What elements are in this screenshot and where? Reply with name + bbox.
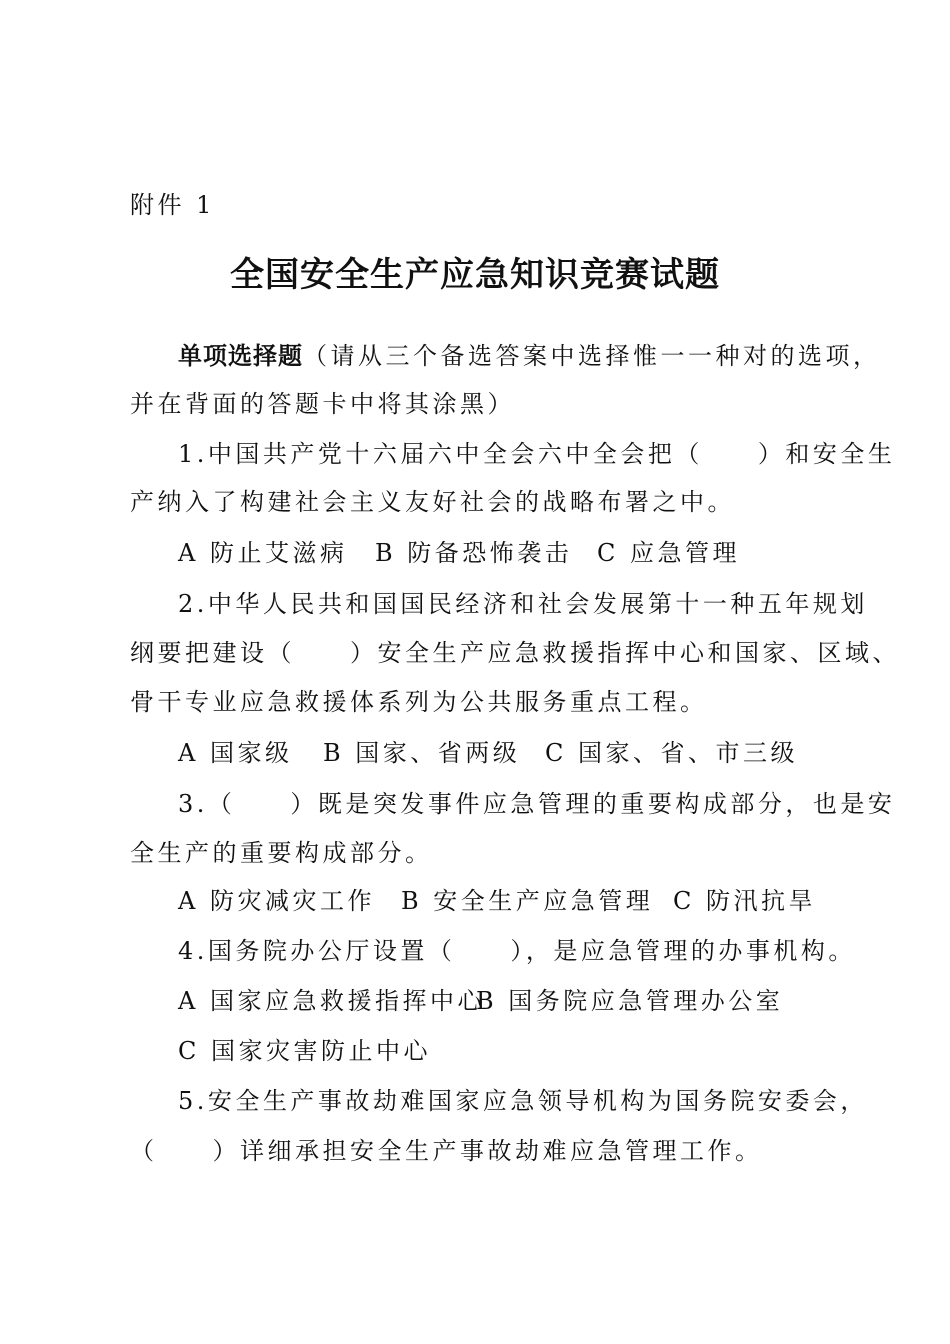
question-5-line-2: （ ）详细承担安全生产事故劫难应急管理工作。 [130,1137,763,1165]
question-2-line-2: 纲要把建设（ ）安全生产应急救援指挥中心和国家、区域、 [130,639,900,667]
section-instruction-line1 [178,344,881,368]
question-3-option-a: A 防灾减灾工作 [178,887,375,915]
section-instruction-line2: 并在背面的答题卡中将其涂黑） [130,390,515,418]
question-4-option-b: B 国务院应急管理办公室 [476,987,784,1015]
question-2-line-1: 2.中华人民共和国国民经济和社会发展第十一种五年规划 [178,590,868,618]
section-heading: 单项选择题 [178,342,303,370]
question-3-line-2: 全生产的重要构成部分。 [130,839,433,867]
question-5-line-1: 5.安全生产事故劫难国家应急领导机构为国务院安委会， [178,1087,868,1115]
question-2-line-3: 骨干专业应急救援体系列为公共服务重点工程。 [130,688,708,716]
question-1-option-c: C 应急管理 [597,539,740,567]
question-3-line-1: 3.（ ）既是突发事件应急管理的重要构成部分，也是安 [178,790,896,818]
question-4-option-c: C 国家灾害防止中心 [178,1037,431,1065]
section-instruction-text: （请从三个备选答案中选择惟一一种对的选项， [303,342,881,370]
document-title: 全国安全生产应急知识竞赛试题 [230,255,720,295]
question-2-option-a: A 国家级 [178,739,293,767]
attachment-label: 附件 1 [130,191,215,219]
question-1-option-a: A 防止艾滋病 [178,539,348,567]
question-4-option-a: A 国家应急救援指挥中心 [178,987,485,1015]
question-1-line-2: 产纳入了构建社会主义友好社会的战略布署之中。 [130,488,735,516]
question-4-line-1: 4.国务院办公厅设置（ ），是应急管理的办事机构。 [178,937,856,965]
question-3-option-b: B 安全生产应急管理 [401,887,654,915]
question-2-option-b: B 国家、省两级 [323,739,521,767]
question-3-option-c: C 防汛抗旱 [673,887,816,915]
question-1-option-b: B 防备恐怖袭击 [375,539,573,567]
question-1-line-1: 1.中国共产党十六届六中全会六中全会把（ ）和安全生 [178,440,896,468]
question-2-option-c: C 国家、省、市三级 [545,739,798,767]
